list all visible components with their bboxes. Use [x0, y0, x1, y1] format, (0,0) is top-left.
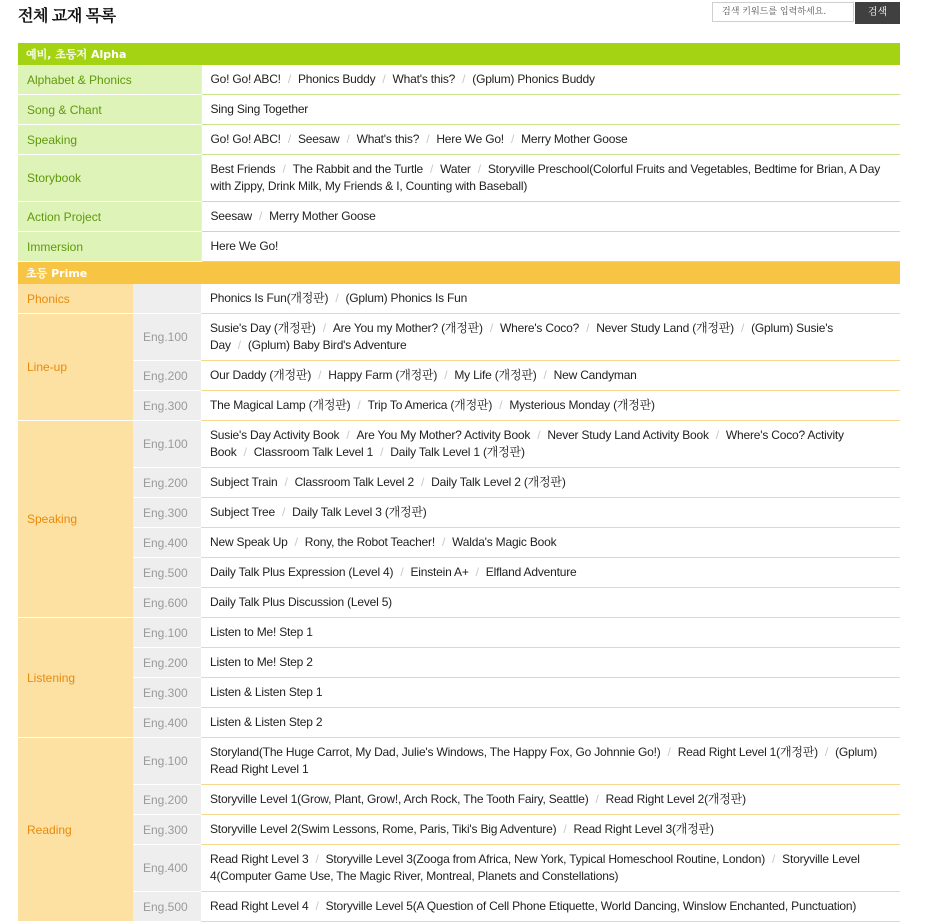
books-cell [201, 738, 900, 785]
book-link[interactable]: Daily Talk Plus Expression (Level 4) [210, 565, 394, 579]
table-row [18, 618, 900, 648]
category-cell: Speaking [18, 125, 201, 155]
separator: / [243, 445, 247, 459]
section-header-prime [18, 262, 900, 285]
book-link[interactable]: (Gplum) Phonics Buddy [472, 72, 595, 86]
book-link[interactable]: Read Right Level 4 [210, 899, 309, 913]
book-link[interactable]: Here We Go! [436, 132, 504, 146]
separator: / [740, 321, 745, 335]
book-link[interactable]: Listen & Listen Step 1 [210, 685, 323, 699]
book-link[interactable]: Trip To America (개정판) [367, 398, 493, 412]
table-row [18, 95, 900, 125]
book-link[interactable]: Classroom Talk Level 2 [294, 475, 415, 489]
book-link[interactable]: Susie's Day (개정판) [210, 321, 316, 335]
table-row [18, 202, 900, 232]
section-title: 예비, 초등저 Alpha [18, 43, 900, 65]
books-cell [201, 678, 900, 708]
book-link[interactable]: Go! Go! ABC! [210, 72, 281, 86]
book-link[interactable]: Listen to Me! Step 2 [210, 655, 313, 669]
book-link[interactable]: Never Study Land (개정판) [596, 321, 734, 335]
book-link[interactable]: Read Right Level 3 [210, 852, 309, 866]
separator: / [421, 475, 425, 489]
level-cell: Eng.500 [133, 558, 201, 588]
book-link[interactable]: The Rabbit and the Turtle [292, 162, 424, 176]
level-cell: Eng.100 [133, 618, 201, 648]
level-cell: Eng.100 [133, 314, 201, 361]
book-link[interactable]: Mysterious Monday (개정판) [509, 398, 655, 412]
books-cell [201, 155, 900, 202]
book-link[interactable]: Best Friends [210, 162, 276, 176]
category-cell: Action Project [18, 202, 201, 232]
category-cell: Phonics [18, 284, 133, 314]
books-cell [201, 284, 900, 314]
separator: / [400, 565, 404, 579]
book-link[interactable]: New Speak Up [210, 535, 288, 549]
book-link[interactable]: (Gplum) Susie's Day [210, 321, 834, 352]
category-cell: Immersion [18, 232, 201, 262]
books-cell [201, 498, 900, 528]
separator: / [477, 162, 481, 176]
separator: / [357, 398, 361, 412]
table-row [18, 391, 900, 421]
table-row [18, 558, 900, 588]
book-link[interactable]: New Candyman [553, 368, 637, 382]
books-cell [201, 361, 900, 391]
separator: / [441, 535, 446, 549]
book-link[interactable]: Happy Farm (개정판) [328, 368, 438, 382]
separator: / [315, 852, 319, 866]
level-cell: Eng.400 [133, 528, 201, 558]
table-row [18, 785, 900, 815]
level-cell: Eng.400 [133, 845, 201, 892]
separator: / [287, 72, 291, 86]
book-link[interactable]: Merry Mother Goose [269, 209, 376, 223]
table-row [18, 468, 900, 498]
table-row [18, 678, 900, 708]
table-row [18, 588, 900, 618]
book-link[interactable]: What's this? [356, 132, 420, 146]
separator: / [824, 745, 829, 759]
separator: / [287, 132, 291, 146]
books-cell [201, 125, 900, 155]
separator: / [462, 72, 466, 86]
book-link[interactable]: Where's Coco? [500, 321, 580, 335]
separator: / [475, 565, 479, 579]
books-cell [201, 95, 900, 125]
separator: / [537, 428, 541, 442]
level-cell: Eng.300 [133, 391, 201, 421]
separator: / [543, 368, 547, 382]
separator: / [259, 209, 263, 223]
search-input[interactable] [712, 2, 854, 22]
books-cell [201, 815, 900, 845]
books-cell [201, 65, 900, 95]
table-row [18, 232, 900, 262]
separator: / [322, 321, 326, 335]
separator: / [510, 132, 515, 146]
book-link[interactable]: Seesaw [297, 132, 340, 146]
separator: / [346, 132, 350, 146]
book-link[interactable]: Merry Mother Goose [521, 132, 628, 146]
book-link[interactable]: The Magical Lamp (개정판) [210, 398, 351, 412]
separator: / [335, 291, 339, 305]
book-link[interactable]: Read Right Level 2(개정판) [605, 792, 746, 806]
books-cell [201, 468, 900, 498]
level-cell: Eng.100 [133, 738, 201, 785]
books-cell [201, 618, 900, 648]
table-row [18, 314, 900, 361]
books-cell [201, 892, 900, 922]
book-link[interactable]: Einstein A+ [410, 565, 469, 579]
level-cell: Eng.600 [133, 588, 201, 618]
book-link[interactable]: Subject Tree [210, 505, 275, 519]
book-link[interactable]: Read Right Level 3(개정판) [573, 822, 714, 836]
separator: / [318, 368, 322, 382]
book-link[interactable]: Are You my Mother? (개정판) [332, 321, 483, 335]
category-cell: Speaking [18, 421, 133, 618]
section-header-alpha [18, 43, 900, 65]
category-cell: Storybook [18, 155, 201, 202]
book-link[interactable]: Are You My Mother? Activity Book [356, 428, 531, 442]
table-row [18, 361, 900, 391]
book-link[interactable]: Storyville Level 1(Grow, Plant, Grow!, Arch Rock, The Tooth Fairy, Seattle) [210, 792, 589, 806]
level-cell: Eng.100 [133, 421, 201, 468]
separator: / [282, 162, 286, 176]
book-link[interactable]: Classroom Talk Level 1 [253, 445, 374, 459]
books-cell [201, 314, 900, 361]
books-cell [201, 391, 900, 421]
book-link[interactable]: My Life (개정판) [454, 368, 537, 382]
book-link[interactable]: (Gplum) Baby Bird's Adventure [247, 338, 407, 352]
books-cell [201, 785, 900, 815]
book-link[interactable]: Daily Talk Plus Discussion (Level 5) [210, 595, 392, 609]
book-link[interactable]: What's this? [392, 72, 456, 86]
search-button[interactable]: 검색 [855, 2, 900, 24]
book-list-table [18, 43, 900, 922]
separator: / [426, 132, 430, 146]
separator: / [237, 338, 241, 352]
book-link[interactable]: Sing Sing Together [210, 102, 309, 116]
books-cell [201, 708, 900, 738]
level-cell: Eng.300 [133, 815, 201, 845]
table-row [18, 845, 900, 892]
books-cell [201, 845, 900, 892]
table-row [18, 284, 900, 314]
book-link[interactable]: Daily Talk Level 3 (개정판) [292, 505, 427, 519]
page-title: 전체 교재 목록 [18, 8, 116, 25]
separator: / [715, 428, 719, 442]
separator: / [294, 535, 298, 549]
book-link[interactable]: Water [440, 162, 471, 176]
separator: / [489, 321, 493, 335]
books-cell [201, 202, 900, 232]
separator: / [281, 505, 286, 519]
book-link[interactable]: Listen & Listen Step 2 [210, 715, 323, 729]
books-cell [201, 558, 900, 588]
separator: / [382, 72, 386, 86]
book-link[interactable]: Where's Coco? Activity Book [210, 428, 844, 459]
books-cell [201, 421, 900, 468]
level-cell: Eng.400 [133, 708, 201, 738]
book-link[interactable]: Here We Go! [210, 239, 279, 253]
separator: / [586, 321, 590, 335]
category-cell: Listening [18, 618, 133, 738]
level-cell: Eng.500 [133, 892, 201, 922]
book-link[interactable]: Listen to Me! Step 1 [210, 625, 313, 639]
level-cell: Eng.200 [133, 648, 201, 678]
category-cell: Line-up [18, 314, 133, 421]
book-link[interactable]: Seesaw [210, 209, 252, 223]
category-cell: Song & Chant [18, 95, 201, 125]
book-link[interactable]: (Gplum) Read Right Level 1 [210, 745, 877, 776]
book-link[interactable]: Subject Train [210, 475, 278, 489]
books-cell [201, 528, 900, 558]
book-link[interactable]: Daily Talk Level 1 (개정판) [390, 445, 525, 459]
table-row [18, 892, 900, 922]
book-link[interactable]: Go! Go! ABC! [210, 132, 281, 146]
book-link[interactable]: Phonics Buddy [297, 72, 376, 86]
book-link[interactable]: Storyville Level 4(Computer Game Use, The Magic River, Montreal, Planets and Constellations) [210, 852, 860, 883]
book-link[interactable]: Storyville Level 5(A Question of Cell Phone Etiquette, World Dancing, Winslow Enchanted, Punctuation) [325, 899, 857, 913]
table-row [18, 648, 900, 678]
separator: / [346, 428, 350, 442]
table-row [18, 738, 900, 785]
separator: / [380, 445, 384, 459]
book-link[interactable]: Storyville Level 2(Swim Lessons, Rome, Paris, Tiki's Big Adventure) [210, 822, 557, 836]
book-link[interactable]: (Gplum) Phonics Is Fun [345, 291, 468, 305]
separator: / [595, 792, 599, 806]
book-link[interactable]: Read Right Level 1(개정판) [677, 745, 818, 759]
book-link[interactable]: Rony, the Robot Teacher! [304, 535, 435, 549]
book-link[interactable]: Never Study Land Activity Book [547, 428, 709, 442]
separator: / [315, 899, 319, 913]
table-row [18, 815, 900, 845]
books-cell [201, 648, 900, 678]
table-row [18, 421, 900, 468]
table-row [18, 125, 900, 155]
separator: / [444, 368, 448, 382]
separator: / [667, 745, 671, 759]
level-cell: Eng.300 [133, 498, 201, 528]
level-cell: Eng.300 [133, 678, 201, 708]
table-row [18, 155, 900, 202]
table-row [18, 708, 900, 738]
section-title: 초등 Prime [18, 262, 900, 285]
table-row [18, 498, 900, 528]
books-cell [201, 588, 900, 618]
separator: / [430, 162, 434, 176]
table-row [18, 528, 900, 558]
book-link[interactable]: Susie's Day Activity Book [210, 428, 340, 442]
separator: / [772, 852, 776, 866]
book-link[interactable]: Storyville Preschool(Colorful Fruits and Vegetables, Bedtime for Brian, A Day with Zippy, Drink Milk, My Friends & I, Counting with Baseball) [210, 162, 881, 193]
book-link[interactable]: Phonics Is Fun(개정판) [210, 291, 329, 305]
book-link[interactable]: Storyland(The Huge Carrot, My Dad, Julie's Windows, The Happy Fox, Go Johnnie Go!) [210, 745, 661, 759]
table-row [18, 65, 900, 95]
books-cell [201, 232, 900, 262]
separator: / [284, 475, 288, 489]
level-cell: Eng.200 [133, 785, 201, 815]
level-cell [133, 284, 201, 314]
level-cell: Eng.200 [133, 361, 201, 391]
book-link[interactable]: Storyville Level 3(Zooga from Africa, New York, Typical Homeschool Routine, London) [325, 852, 766, 866]
separator: / [563, 822, 567, 836]
book-link[interactable]: Our Daddy (개정판) [210, 368, 312, 382]
book-link[interactable]: Daily Talk Level 2 (개정판) [431, 475, 566, 489]
book-link[interactable]: Elfland Adventure [485, 565, 577, 579]
category-cell: Reading [18, 738, 133, 922]
book-link[interactable]: Walda's Magic Book [452, 535, 557, 549]
category-cell: Alphabet & Phonics [18, 65, 201, 95]
level-cell: Eng.200 [133, 468, 201, 498]
separator: / [499, 398, 503, 412]
